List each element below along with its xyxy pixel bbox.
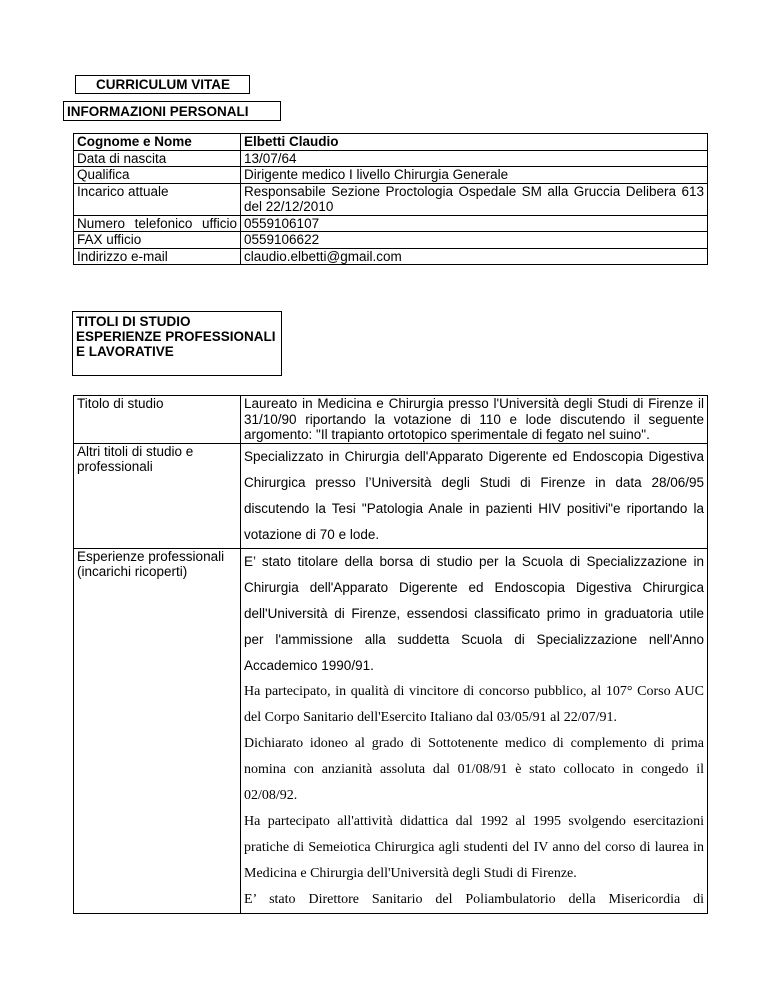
table-row (74, 396, 708, 444)
table-row (74, 167, 708, 184)
personal-info-table (73, 133, 708, 265)
row-value: Dirigente medico I livello Chirurgia Generale (241, 167, 708, 184)
table-row (74, 248, 708, 265)
table-row (74, 150, 708, 167)
cv-title-box (75, 75, 250, 94)
table-row (74, 134, 708, 151)
row-label: Numero telefonico ufficio (74, 215, 241, 232)
personal-info-heading: INFORMAZIONI PERSONALI (67, 104, 249, 119)
esperienze-label: Esperienze professionali (incarichi ricoperti) (74, 548, 241, 913)
row-label: Data di nascita (74, 150, 241, 167)
esperienze-cell (241, 548, 708, 913)
row-label: Qualifica (74, 167, 241, 184)
row-label: Cognome e Nome (74, 134, 241, 151)
esperienze-paragraph: E’ stato titolare della borsa di studio per la Scuola di Specializzazione in Chirurgia dell'Apparato Digerente ed Endoscopia Digestiva Chirurgica dell'Università di Firenze, essendosi classificato primo in graduatoria utile per l'ammissione alla suddetta Scuola di Specializzazione nell'Anno Accademico 1990/91. (244, 553, 704, 673)
altri-label: Altri titoli di studio e professionali (74, 443, 241, 548)
row-value: 13/07/64 (241, 150, 708, 167)
titolo-label: Titolo di studio (74, 396, 241, 444)
row-value: 0559106622 (241, 232, 708, 249)
table-row (74, 232, 708, 249)
row-label: Indirizzo e-mail (74, 248, 241, 265)
altri-text: Specializzato in Chirurgia dell'Apparato Digerente ed Endoscopia Digestiva Chirurgica presso l’Università degli Studi di Firenze in data 28/06/95 discutendo la Tesi "Patologia Anale in pazienti HIV positivi"e riportando la votazione di 70 e lode. (241, 443, 708, 548)
row-label: Incarico attuale (74, 183, 241, 215)
titolo-text: Laureato in Medicina e Chirurgia presso l'Università degli Studi di Firenze il 31/10/90 riportando la votazione di 110 e lode discutendo il seguente argomento: "Il trapianto ortotopico sperimentale di fegato nel suino". (241, 396, 708, 444)
table-row (74, 215, 708, 232)
esperienze-paragraph: Ha partecipato all'attività didattica dal 1992 al 1995 svolgendo esercitazioni pratiche di Semeiotica Chirurgica agli studenti del IV anno del corso di laurea in Medicina e Chirurgia dell'Università degli Studi di Firenze. (244, 813, 704, 881)
personal-info-heading-box (63, 101, 281, 121)
esperienze-paragraph: E’ stato Direttore Sanitario del Poliambulatorio della Misericordia di (244, 891, 704, 907)
row-label: FAX ufficio (74, 232, 241, 249)
row-value: 0559106107 (241, 215, 708, 232)
table-row (74, 443, 708, 548)
esperienze-paragraph: Dichiarato idoneo al grado di Sottotenente medico di complemento di prima nomina con anzianità assoluta dal 01/08/91 è stato collocato in congedo il 02/08/92. (244, 735, 704, 803)
studies-heading: TITOLI DI STUDIO ESPERIENZE PROFESSIONALI E LAVORATIVE (76, 314, 276, 359)
esperienze-paragraph: Ha partecipato, in qualità di vincitore di concorso pubblico, al 107° Corso AUC del Corpo Sanitario dell'Esercito Italiano dal 03/05/91 al 22/07/91. (244, 683, 704, 725)
row-value: Responsabile Sezione Proctologia Ospedale SM alla Gruccia Delibera 613 del 22/12/2010 (241, 183, 708, 215)
table-row (74, 548, 708, 913)
studies-table (73, 395, 708, 914)
row-value: Elbetti Claudio (241, 134, 708, 151)
studies-heading-box (72, 311, 282, 376)
cv-title: CURRICULUM VITAE (96, 77, 230, 92)
email-value: claudio.elbetti@gmail.com (241, 248, 708, 265)
table-row (74, 183, 708, 215)
